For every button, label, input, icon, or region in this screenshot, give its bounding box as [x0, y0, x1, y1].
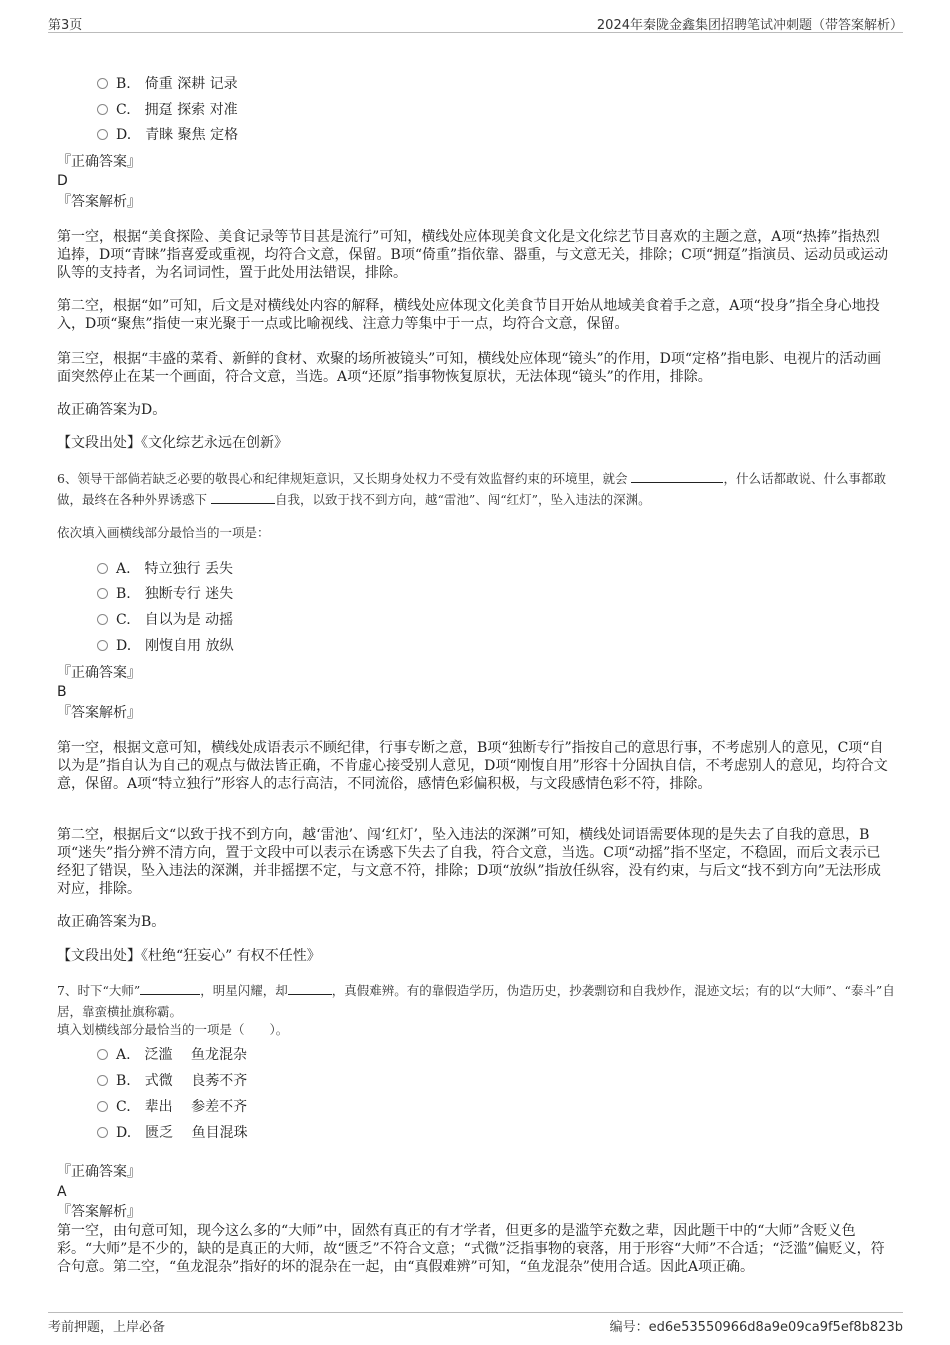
radio-icon[interactable]: [97, 614, 108, 625]
q6-analysis-label: 『答案解析』: [57, 705, 141, 721]
q6-analysis-p2: 第二空，根据后文“以致于找不到方向，越‘雷池’、闯‘红灯’，坠入违法的深渊”可知，横线处词语需要体现的是失去了自我的意思，B项“迷失”指分辨不清方向，置于文段中可以表示在诱惑下失去了自我，符合文意，当选。C项“动摇”指不坚定，不稳固，而后文表示已经犯了错误，坠入违法的深渊，并非摇摆不定，与文意不符，排除；D项“放纵”指放任纵容，没有约束，与后文“找不到方向”无法形成对应，排除。: [57, 827, 881, 897]
page-footer: [48, 1312, 903, 1333]
q5-correct-label: 『正确答案』: [57, 154, 141, 170]
page-number: 第3页: [48, 18, 83, 33]
q5-option-c[interactable]: C. 拥趸 探索 对准: [97, 101, 238, 119]
blank-line: [631, 470, 723, 483]
q7-analysis-p1: 第一空，由句意可知，现今这么多的“大师”中，固然有真正的有才学者，但更多的是滥竽充数之辈，因此题干中的“大师”含贬义色彩。“大师”是不少的，缺的是真正的大师，故“匮乏”不符合文意；“式微”泛指事物的衰落，用于形容“大师”不合适；“泛滥”偏贬义，符合句意。第二空，“鱼龙混杂”指好的坏的混杂在一起，由“真假难辨”可知，“鱼龙混杂”使用合适。因此A项正确。: [57, 1223, 885, 1275]
radio-icon[interactable]: [97, 563, 108, 574]
q7-option-c[interactable]: C. 辈出 参差不齐: [97, 1098, 247, 1116]
q5-conclusion: 故正确答案为D。: [57, 402, 167, 418]
q7-prompt: 填入划横线部分最恰当的一项是（ ）。: [57, 1022, 289, 1037]
q7-analysis-label: 『答案解析』: [57, 1204, 141, 1220]
radio-icon[interactable]: [97, 129, 108, 140]
q6-analysis-p1: 第一空，根据文意可知，横线处成语表示不顾纪律，行事专断之意，B项“独断专行”指按自己的意思行事，不考虑别人的意见，C项“自以为是”指自认为自己的观点与做法皆正确，不肯虚心接受别人意见，D项“刚愎自用”形容十分固执自信，不考虑别人的意见，均符合文意，保留。A项“特立独行”形容人的志行高洁，不同流俗，感情色彩偏积极，与文段感情色彩不符，排除。: [57, 740, 888, 792]
q7-stem: 7、时下“大师” ，明星闪耀，却 ，真假难辨。有的靠假造学历，伪造历史，抄袭剽窃和自我炒作，混迹文坛；有的以“大师”、“泰斗”自居，靠蛮横扯旗称霸。: [57, 983, 895, 1019]
radio-icon[interactable]: [97, 104, 108, 115]
q5-option-b[interactable]: B. 倚重 深耕 记录: [97, 75, 238, 93]
q7-option-a[interactable]: A. 泛滥 鱼龙混杂: [97, 1046, 247, 1064]
radio-icon[interactable]: [97, 1049, 108, 1060]
q6-correct-label: 『正确答案』: [57, 665, 141, 681]
q6-option-a[interactable]: A. 特立独行 丢失: [97, 560, 233, 578]
q6-option-d[interactable]: D. 刚愎自用 放纵: [97, 637, 234, 655]
q5-analysis-p3: 第三空，根据“丰盛的菜肴、新鲜的食材、欢聚的场所被镜头”可知，横线处应体现“镜头”的作用，D项“定格”指电影、电视片的活动画面突然停止在某一个画面，符合文意，当选。A项“还原”指事物恢复原状，无法体现“镜头”的作用，排除。: [57, 351, 882, 385]
q6-source: 【文段出处】《杜绝“狂妄心” 有权不任性》: [57, 948, 321, 964]
q6-prompt: 依次填入画横线部分最恰当的一项是：: [57, 525, 270, 540]
q7-correct-label: 『正确答案』: [57, 1164, 141, 1180]
blank-line: [211, 491, 275, 504]
q5-analysis-p1: 第一空，根据“美食探险、美食记录等节目甚是流行”可知，横线处应体现美食文化是文化综艺节目喜欢的主题之意，A项“热捧”指热烈追捧，D项“青睐”指喜爱或重视，均符合文意，保留。B项“倚重”指依靠、器重，与文意无关，排除；C项“拥趸”指演员、运动员或运动队等的支持者，为名词词性，置于此处用法错误，排除。: [57, 229, 889, 281]
q5-source: 【文段出处】《文化综艺永远在创新》: [57, 435, 288, 451]
document-title: 2024年秦陇金鑫集团招聘笔试冲刺题（带答案解析）: [596, 18, 903, 33]
q5-answer: D: [57, 173, 68, 189]
q6-answer: B: [57, 684, 67, 700]
q7-option-b[interactable]: B. 式微 良莠不齐: [97, 1072, 247, 1090]
radio-icon[interactable]: [97, 78, 108, 89]
page-header: [48, 12, 903, 33]
q7-option-d[interactable]: D. 匮乏 鱼目混珠: [97, 1124, 248, 1142]
q5-option-d[interactable]: D. 青睐 聚焦 定格: [97, 126, 238, 144]
q5-analysis-label: 『答案解析』: [57, 194, 141, 210]
q6-conclusion: 故正确答案为B。: [57, 914, 166, 930]
radio-icon[interactable]: [97, 1101, 108, 1112]
radio-icon[interactable]: [97, 1075, 108, 1086]
radio-icon[interactable]: [97, 588, 108, 599]
q7-answer: A: [57, 1184, 67, 1200]
radio-icon[interactable]: [97, 640, 108, 651]
footer-slogan: 考前押题，上岸必备: [48, 1320, 166, 1335]
blank-line: [288, 982, 332, 995]
q5-analysis-p2: 第二空，根据“如”可知，后文是对横线处内容的解释，横线处应体现文化美食节目开始从地域美食着手之意，A项“投身”指全身心地投入，D项“聚焦”指使一束光聚于一点或比喻视线、注意力等集中于一点，均符合文意，保留。: [57, 298, 880, 332]
blank-line: [140, 982, 200, 995]
q6-option-b[interactable]: B. 独断专行 迷失: [97, 585, 233, 603]
radio-icon[interactable]: [97, 1127, 108, 1138]
q6-option-c[interactable]: C. 自以为是 动摇: [97, 611, 233, 629]
q6-stem: 6、领导干部倘若缺乏必要的敬畏心和纪律规矩意识，又长期身处权力不受有效监督约束的环境里，就会 ，什么话都敢说、什么事都敢做，最终在各种外界诱惑下 自我，以致于找不到方向，越“雷池”、闯“红灯”，坠入违法的深渊。: [57, 471, 886, 507]
document-code: 编号：ed6e53550966d8a9e09ca9f5ef8b823b: [609, 1320, 903, 1335]
